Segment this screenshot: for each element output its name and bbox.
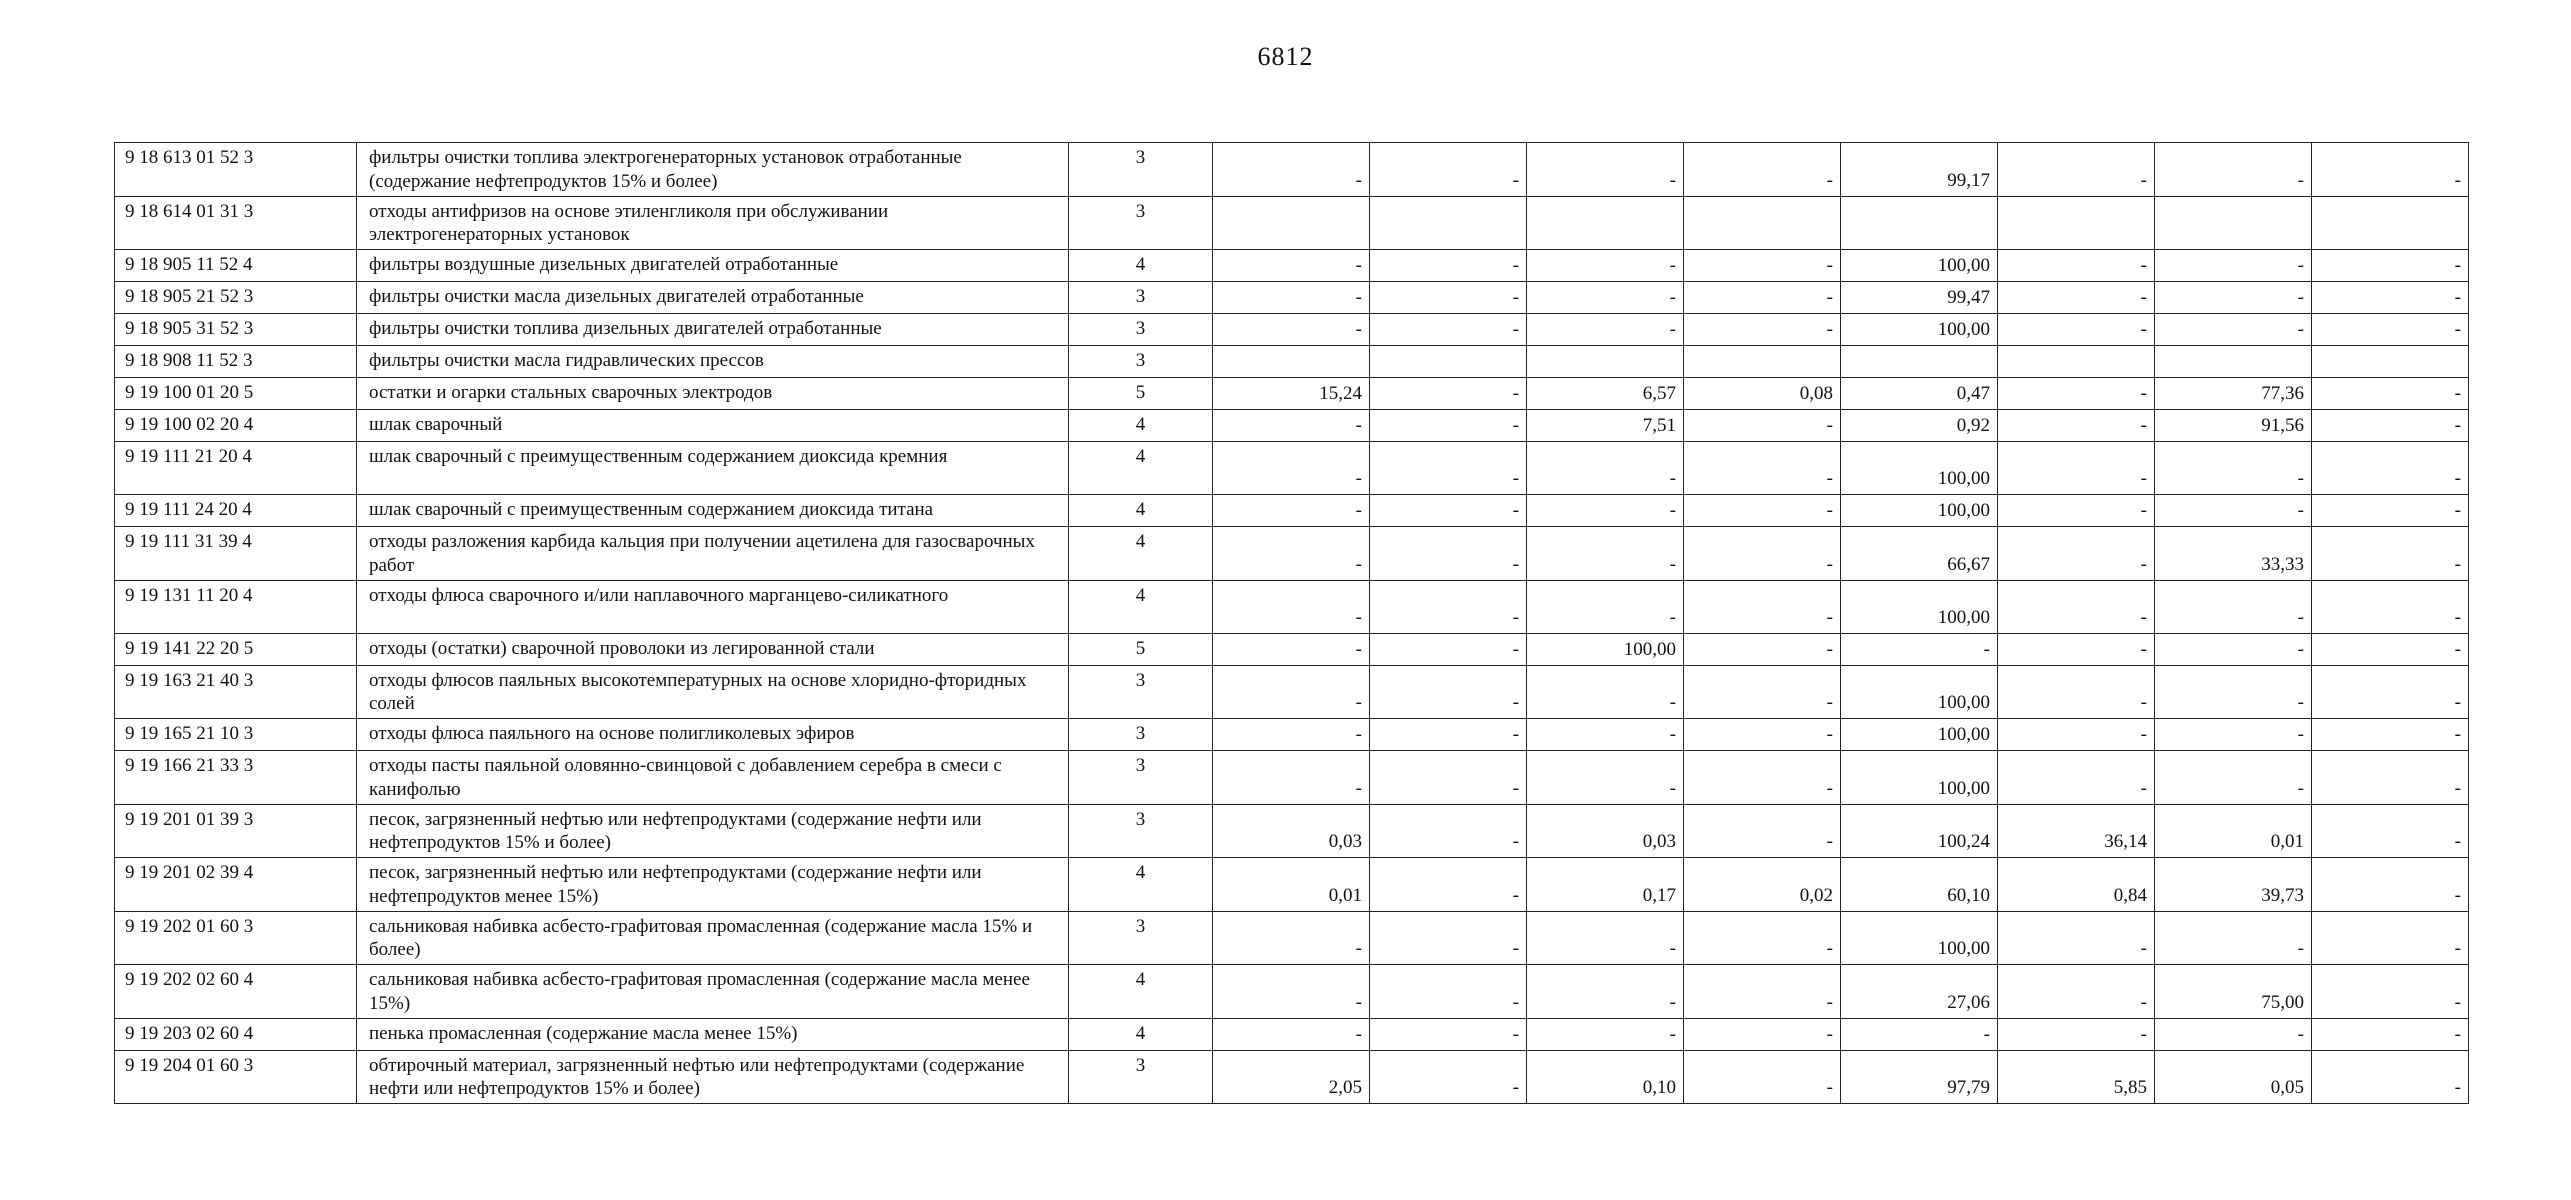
value-cell: 100,00 xyxy=(1841,719,1998,751)
value-cell: - xyxy=(1370,911,1527,965)
value-cell: 100,24 xyxy=(1841,804,1998,858)
value-cell: 0,17 xyxy=(1527,858,1684,912)
value-cell: - xyxy=(1684,527,1841,581)
waste-table xyxy=(114,142,2469,1104)
value-cell: - xyxy=(2155,580,2312,633)
value-cell: - xyxy=(2155,442,2312,495)
value-cell: - xyxy=(1370,378,1527,410)
value-cell: 0,92 xyxy=(1841,410,1998,442)
hazard-class: 3 xyxy=(1069,804,1213,858)
value-cell xyxy=(1841,196,1998,250)
waste-name: отходы антифризов на основе этиленгликоля при обслуживании электрогенераторных установок xyxy=(357,196,1069,250)
value-cell: - xyxy=(1527,495,1684,527)
value-cell: - xyxy=(1998,143,2155,197)
value-cell: - xyxy=(1998,1018,2155,1050)
value-cell: - xyxy=(2155,633,2312,665)
table-row xyxy=(115,804,2469,858)
value-cell: - xyxy=(2312,410,2469,442)
value-cell: - xyxy=(2312,314,2469,346)
waste-code: 9 19 201 01 39 3 xyxy=(115,804,357,858)
value-cell: - xyxy=(2155,314,2312,346)
value-cell: - xyxy=(1998,580,2155,633)
value-cell: - xyxy=(1527,719,1684,751)
value-cell: - xyxy=(2155,911,2312,965)
waste-code: 9 19 201 02 39 4 xyxy=(115,858,357,912)
table-row xyxy=(115,1018,2469,1050)
value-cell: - xyxy=(1370,965,1527,1019)
value-cell: - xyxy=(2312,250,2469,282)
value-cell: - xyxy=(1370,250,1527,282)
waste-code: 9 18 905 31 52 3 xyxy=(115,314,357,346)
value-cell: - xyxy=(1998,495,2155,527)
page-number: 6812 xyxy=(1257,42,1314,71)
table-row xyxy=(115,196,2469,250)
value-cell: - xyxy=(1684,665,1841,719)
waste-code: 9 19 202 02 60 4 xyxy=(115,965,357,1019)
value-cell: - xyxy=(1684,633,1841,665)
value-cell: 60,10 xyxy=(1841,858,1998,912)
waste-code: 9 19 203 02 60 4 xyxy=(115,1018,357,1050)
value-cell: - xyxy=(2312,378,2469,410)
value-cell: - xyxy=(1998,442,2155,495)
waste-code: 9 19 131 11 20 4 xyxy=(115,580,357,633)
value-cell: - xyxy=(1684,965,1841,1019)
value-cell: - xyxy=(2312,804,2469,858)
table-row xyxy=(115,410,2469,442)
waste-name: отходы (остатки) сварочной проволоки из легированной стали xyxy=(357,633,1069,665)
value-cell: 6,57 xyxy=(1527,378,1684,410)
value-cell xyxy=(1213,196,1370,250)
value-cell xyxy=(1527,196,1684,250)
hazard-class: 3 xyxy=(1069,1050,1213,1104)
value-cell: 66,67 xyxy=(1841,527,1998,581)
hazard-class: 5 xyxy=(1069,378,1213,410)
table-row xyxy=(115,633,2469,665)
value-cell: - xyxy=(2155,751,2312,805)
value-cell: 75,00 xyxy=(2155,965,2312,1019)
value-cell: - xyxy=(2312,751,2469,805)
value-cell: - xyxy=(1998,719,2155,751)
value-cell: - xyxy=(1998,378,2155,410)
waste-name: остатки и огарки стальных сварочных электродов xyxy=(357,378,1069,410)
table-row xyxy=(115,858,2469,912)
value-cell xyxy=(1370,196,1527,250)
waste-code: 9 19 165 21 10 3 xyxy=(115,719,357,751)
value-cell: - xyxy=(2155,495,2312,527)
table-row xyxy=(115,346,2469,378)
waste-name: отходы флюсов паяльных высокотемпературных на основе хлоридно-фторидных солей xyxy=(357,665,1069,719)
value-cell: - xyxy=(1213,410,1370,442)
hazard-class: 5 xyxy=(1069,633,1213,665)
value-cell: - xyxy=(2312,633,2469,665)
value-cell: 100,00 xyxy=(1841,442,1998,495)
value-cell: - xyxy=(1370,1050,1527,1104)
value-cell: - xyxy=(1213,580,1370,633)
value-cell: - xyxy=(2155,1018,2312,1050)
value-cell: - xyxy=(1213,751,1370,805)
value-cell xyxy=(1370,346,1527,378)
value-cell: - xyxy=(2312,965,2469,1019)
hazard-class: 4 xyxy=(1069,1018,1213,1050)
hazard-class: 4 xyxy=(1069,410,1213,442)
value-cell: - xyxy=(1213,495,1370,527)
value-cell: 36,14 xyxy=(1998,804,2155,858)
value-cell: - xyxy=(1527,250,1684,282)
value-cell: - xyxy=(2312,527,2469,581)
waste-name: фильтры очистки масла дизельных двигателей отработанные xyxy=(357,282,1069,314)
value-cell: - xyxy=(1213,633,1370,665)
value-cell: - xyxy=(1998,665,2155,719)
value-cell: - xyxy=(2312,143,2469,197)
value-cell: 0,01 xyxy=(2155,804,2312,858)
value-cell: - xyxy=(1527,751,1684,805)
hazard-class: 4 xyxy=(1069,250,1213,282)
value-cell xyxy=(2312,196,2469,250)
table-row xyxy=(115,1050,2469,1104)
value-cell: 27,06 xyxy=(1841,965,1998,1019)
value-cell xyxy=(1841,346,1998,378)
table-row xyxy=(115,250,2469,282)
hazard-class: 3 xyxy=(1069,346,1213,378)
value-cell: 99,17 xyxy=(1841,143,1998,197)
hazard-class: 3 xyxy=(1069,143,1213,197)
value-cell: - xyxy=(1370,751,1527,805)
value-cell: - xyxy=(1841,633,1998,665)
value-cell: - xyxy=(1370,410,1527,442)
value-cell: 100,00 xyxy=(1841,495,1998,527)
value-cell: 0,03 xyxy=(1527,804,1684,858)
value-cell: - xyxy=(2155,719,2312,751)
value-cell: - xyxy=(1213,665,1370,719)
hazard-class: 4 xyxy=(1069,495,1213,527)
waste-name: фильтры очистки масла гидравлических прессов xyxy=(357,346,1069,378)
table-row xyxy=(115,965,2469,1019)
value-cell: - xyxy=(1370,719,1527,751)
value-cell: - xyxy=(1684,580,1841,633)
value-cell: - xyxy=(1527,143,1684,197)
table-row xyxy=(115,282,2469,314)
table-row xyxy=(115,580,2469,633)
value-cell: 0,01 xyxy=(1213,858,1370,912)
value-cell: 33,33 xyxy=(2155,527,2312,581)
value-cell: - xyxy=(2312,858,2469,912)
value-cell: - xyxy=(1370,282,1527,314)
table-row xyxy=(115,911,2469,965)
value-cell: 39,73 xyxy=(2155,858,2312,912)
value-cell: - xyxy=(1527,1018,1684,1050)
waste-code: 9 18 614 01 31 3 xyxy=(115,196,357,250)
value-cell: - xyxy=(1527,527,1684,581)
waste-name: песок, загрязненный нефтью или нефтепродуктами (содержание нефти или нефтепродуктов менее 15%) xyxy=(357,858,1069,912)
table-row xyxy=(115,751,2469,805)
value-cell: - xyxy=(1213,911,1370,965)
hazard-class: 3 xyxy=(1069,719,1213,751)
waste-code: 9 18 613 01 52 3 xyxy=(115,143,357,197)
value-cell xyxy=(1684,196,1841,250)
waste-code: 9 19 202 01 60 3 xyxy=(115,911,357,965)
value-cell: - xyxy=(1527,314,1684,346)
value-cell: - xyxy=(2312,1050,2469,1104)
value-cell: - xyxy=(1684,250,1841,282)
value-cell xyxy=(1684,346,1841,378)
value-cell: 15,24 xyxy=(1213,378,1370,410)
waste-name: шлак сварочный xyxy=(357,410,1069,442)
value-cell: - xyxy=(1527,580,1684,633)
value-cell: - xyxy=(2312,911,2469,965)
waste-name: сальниковая набивка асбесто-графитовая промасленная (содержание масла менее 15%) xyxy=(357,965,1069,1019)
hazard-class: 3 xyxy=(1069,665,1213,719)
value-cell: 0,47 xyxy=(1841,378,1998,410)
waste-name: шлак сварочный с преимущественным содержанием диоксида кремния xyxy=(357,442,1069,495)
hazard-class: 3 xyxy=(1069,911,1213,965)
value-cell: - xyxy=(1684,495,1841,527)
value-cell: - xyxy=(1527,442,1684,495)
waste-name: пенька промасленная (содержание масла менее 15%) xyxy=(357,1018,1069,1050)
value-cell: - xyxy=(1684,1018,1841,1050)
value-cell: - xyxy=(1370,1018,1527,1050)
waste-name: фильтры очистки топлива дизельных двигателей отработанные xyxy=(357,314,1069,346)
value-cell: - xyxy=(1370,442,1527,495)
value-cell: - xyxy=(2155,143,2312,197)
table-row xyxy=(115,495,2469,527)
waste-code: 9 19 166 21 33 3 xyxy=(115,751,357,805)
value-cell: 2,05 xyxy=(1213,1050,1370,1104)
value-cell: 100,00 xyxy=(1841,580,1998,633)
waste-name: сальниковая набивка асбесто-графитовая промасленная (содержание масла 15% и более) xyxy=(357,911,1069,965)
value-cell: 0,84 xyxy=(1998,858,2155,912)
waste-name: шлак сварочный с преимущественным содержанием диоксида титана xyxy=(357,495,1069,527)
value-cell: - xyxy=(1998,751,2155,805)
value-cell: - xyxy=(1684,143,1841,197)
value-cell: - xyxy=(1684,410,1841,442)
value-cell: - xyxy=(1213,314,1370,346)
value-cell: - xyxy=(1684,911,1841,965)
value-cell: - xyxy=(1213,250,1370,282)
waste-code: 9 19 141 22 20 5 xyxy=(115,633,357,665)
hazard-class: 4 xyxy=(1069,442,1213,495)
value-cell: - xyxy=(2155,250,2312,282)
value-cell: 100,00 xyxy=(1841,314,1998,346)
hazard-class: 3 xyxy=(1069,314,1213,346)
table-row xyxy=(115,665,2469,719)
value-cell: 100,00 xyxy=(1527,633,1684,665)
value-cell: - xyxy=(1213,965,1370,1019)
value-cell xyxy=(2312,346,2469,378)
value-cell: 100,00 xyxy=(1841,250,1998,282)
value-cell: - xyxy=(1841,1018,1998,1050)
waste-code: 9 19 100 02 20 4 xyxy=(115,410,357,442)
value-cell: - xyxy=(1684,442,1841,495)
table-row xyxy=(115,719,2469,751)
value-cell: - xyxy=(2155,282,2312,314)
value-cell: - xyxy=(1213,282,1370,314)
value-cell: 77,36 xyxy=(2155,378,2312,410)
value-cell: - xyxy=(1370,633,1527,665)
value-cell xyxy=(2155,346,2312,378)
value-cell: - xyxy=(1998,527,2155,581)
table-row xyxy=(115,143,2469,197)
waste-code: 9 19 163 21 40 3 xyxy=(115,665,357,719)
value-cell: - xyxy=(2312,665,2469,719)
value-cell: - xyxy=(1684,719,1841,751)
value-cell: 100,00 xyxy=(1841,911,1998,965)
value-cell xyxy=(1527,346,1684,378)
waste-name: отходы флюса паяльного на основе полигликолевых эфиров xyxy=(357,719,1069,751)
value-cell: - xyxy=(1684,751,1841,805)
value-cell: - xyxy=(1998,965,2155,1019)
waste-code: 9 19 100 01 20 5 xyxy=(115,378,357,410)
value-cell: - xyxy=(1370,804,1527,858)
hazard-class: 3 xyxy=(1069,751,1213,805)
value-cell: - xyxy=(1684,1050,1841,1104)
waste-name: фильтры воздушные дизельных двигателей отработанные xyxy=(357,250,1069,282)
value-cell xyxy=(1998,346,2155,378)
waste-name: песок, загрязненный нефтью или нефтепродуктами (содержание нефти или нефтепродуктов 15% и более) xyxy=(357,804,1069,858)
value-cell: - xyxy=(2312,282,2469,314)
value-cell xyxy=(1213,346,1370,378)
value-cell: - xyxy=(1213,1018,1370,1050)
waste-name: фильтры очистки топлива электрогенераторных установок отработанные (содержание нефтепродуктов 15% и более) xyxy=(357,143,1069,197)
value-cell: 100,00 xyxy=(1841,751,1998,805)
hazard-class: 4 xyxy=(1069,527,1213,581)
value-cell: - xyxy=(1998,911,2155,965)
value-cell: - xyxy=(2312,495,2469,527)
table-row xyxy=(115,527,2469,581)
value-cell: - xyxy=(1370,314,1527,346)
hazard-class: 3 xyxy=(1069,196,1213,250)
value-cell: - xyxy=(1527,911,1684,965)
value-cell: - xyxy=(1527,665,1684,719)
value-cell: - xyxy=(2312,580,2469,633)
waste-code: 9 19 111 24 20 4 xyxy=(115,495,357,527)
value-cell: 100,00 xyxy=(1841,665,1998,719)
waste-code: 9 18 908 11 52 3 xyxy=(115,346,357,378)
value-cell: - xyxy=(1213,442,1370,495)
value-cell: - xyxy=(1370,143,1527,197)
value-cell: - xyxy=(2155,665,2312,719)
value-cell: - xyxy=(1684,314,1841,346)
value-cell: 0,03 xyxy=(1213,804,1370,858)
table-row xyxy=(115,442,2469,495)
value-cell: 97,79 xyxy=(1841,1050,1998,1104)
hazard-class: 4 xyxy=(1069,580,1213,633)
value-cell: - xyxy=(1998,314,2155,346)
value-cell: - xyxy=(1370,580,1527,633)
value-cell: 7,51 xyxy=(1527,410,1684,442)
waste-name: отходы флюса сварочного и/или наплавочного марганцево-силикатного xyxy=(357,580,1069,633)
value-cell: 0,05 xyxy=(2155,1050,2312,1104)
hazard-class: 3 xyxy=(1069,282,1213,314)
waste-code: 9 18 905 11 52 4 xyxy=(115,250,357,282)
value-cell: - xyxy=(1684,804,1841,858)
value-cell: 99,47 xyxy=(1841,282,1998,314)
value-cell: - xyxy=(2312,442,2469,495)
value-cell: - xyxy=(1527,965,1684,1019)
waste-name: обтирочный материал, загрязненный нефтью или нефтепродуктами (содержание нефти или нефтепродуктов 15% и более) xyxy=(357,1050,1069,1104)
hazard-class: 4 xyxy=(1069,858,1213,912)
value-cell: - xyxy=(1684,282,1841,314)
value-cell: 91,56 xyxy=(2155,410,2312,442)
value-cell xyxy=(1998,196,2155,250)
value-cell: - xyxy=(1998,250,2155,282)
value-cell: - xyxy=(1213,143,1370,197)
value-cell: - xyxy=(1998,410,2155,442)
waste-code: 9 19 111 21 20 4 xyxy=(115,442,357,495)
value-cell: - xyxy=(1998,282,2155,314)
value-cell: - xyxy=(1370,858,1527,912)
value-cell: - xyxy=(1370,527,1527,581)
value-cell: 0,10 xyxy=(1527,1050,1684,1104)
table-row xyxy=(115,378,2469,410)
value-cell: - xyxy=(1370,495,1527,527)
value-cell: - xyxy=(1213,527,1370,581)
value-cell: 0,08 xyxy=(1684,378,1841,410)
waste-code: 9 19 111 31 39 4 xyxy=(115,527,357,581)
table-body xyxy=(115,143,2469,1104)
hazard-class: 4 xyxy=(1069,965,1213,1019)
value-cell xyxy=(2155,196,2312,250)
waste-code: 9 19 204 01 60 3 xyxy=(115,1050,357,1104)
value-cell: 0,02 xyxy=(1684,858,1841,912)
value-cell: - xyxy=(2312,1018,2469,1050)
value-cell: 5,85 xyxy=(1998,1050,2155,1104)
waste-code: 9 18 905 21 52 3 xyxy=(115,282,357,314)
table-row xyxy=(115,314,2469,346)
value-cell: - xyxy=(1527,282,1684,314)
value-cell: - xyxy=(2312,719,2469,751)
value-cell: - xyxy=(1998,633,2155,665)
value-cell: - xyxy=(1370,665,1527,719)
waste-name: отходы разложения карбида кальция при получении ацетилена для газосварочных работ xyxy=(357,527,1069,581)
waste-name: отходы пасты паяльной оловянно-свинцовой с добавлением серебра в смеси с канифолью xyxy=(357,751,1069,805)
value-cell: - xyxy=(1213,719,1370,751)
